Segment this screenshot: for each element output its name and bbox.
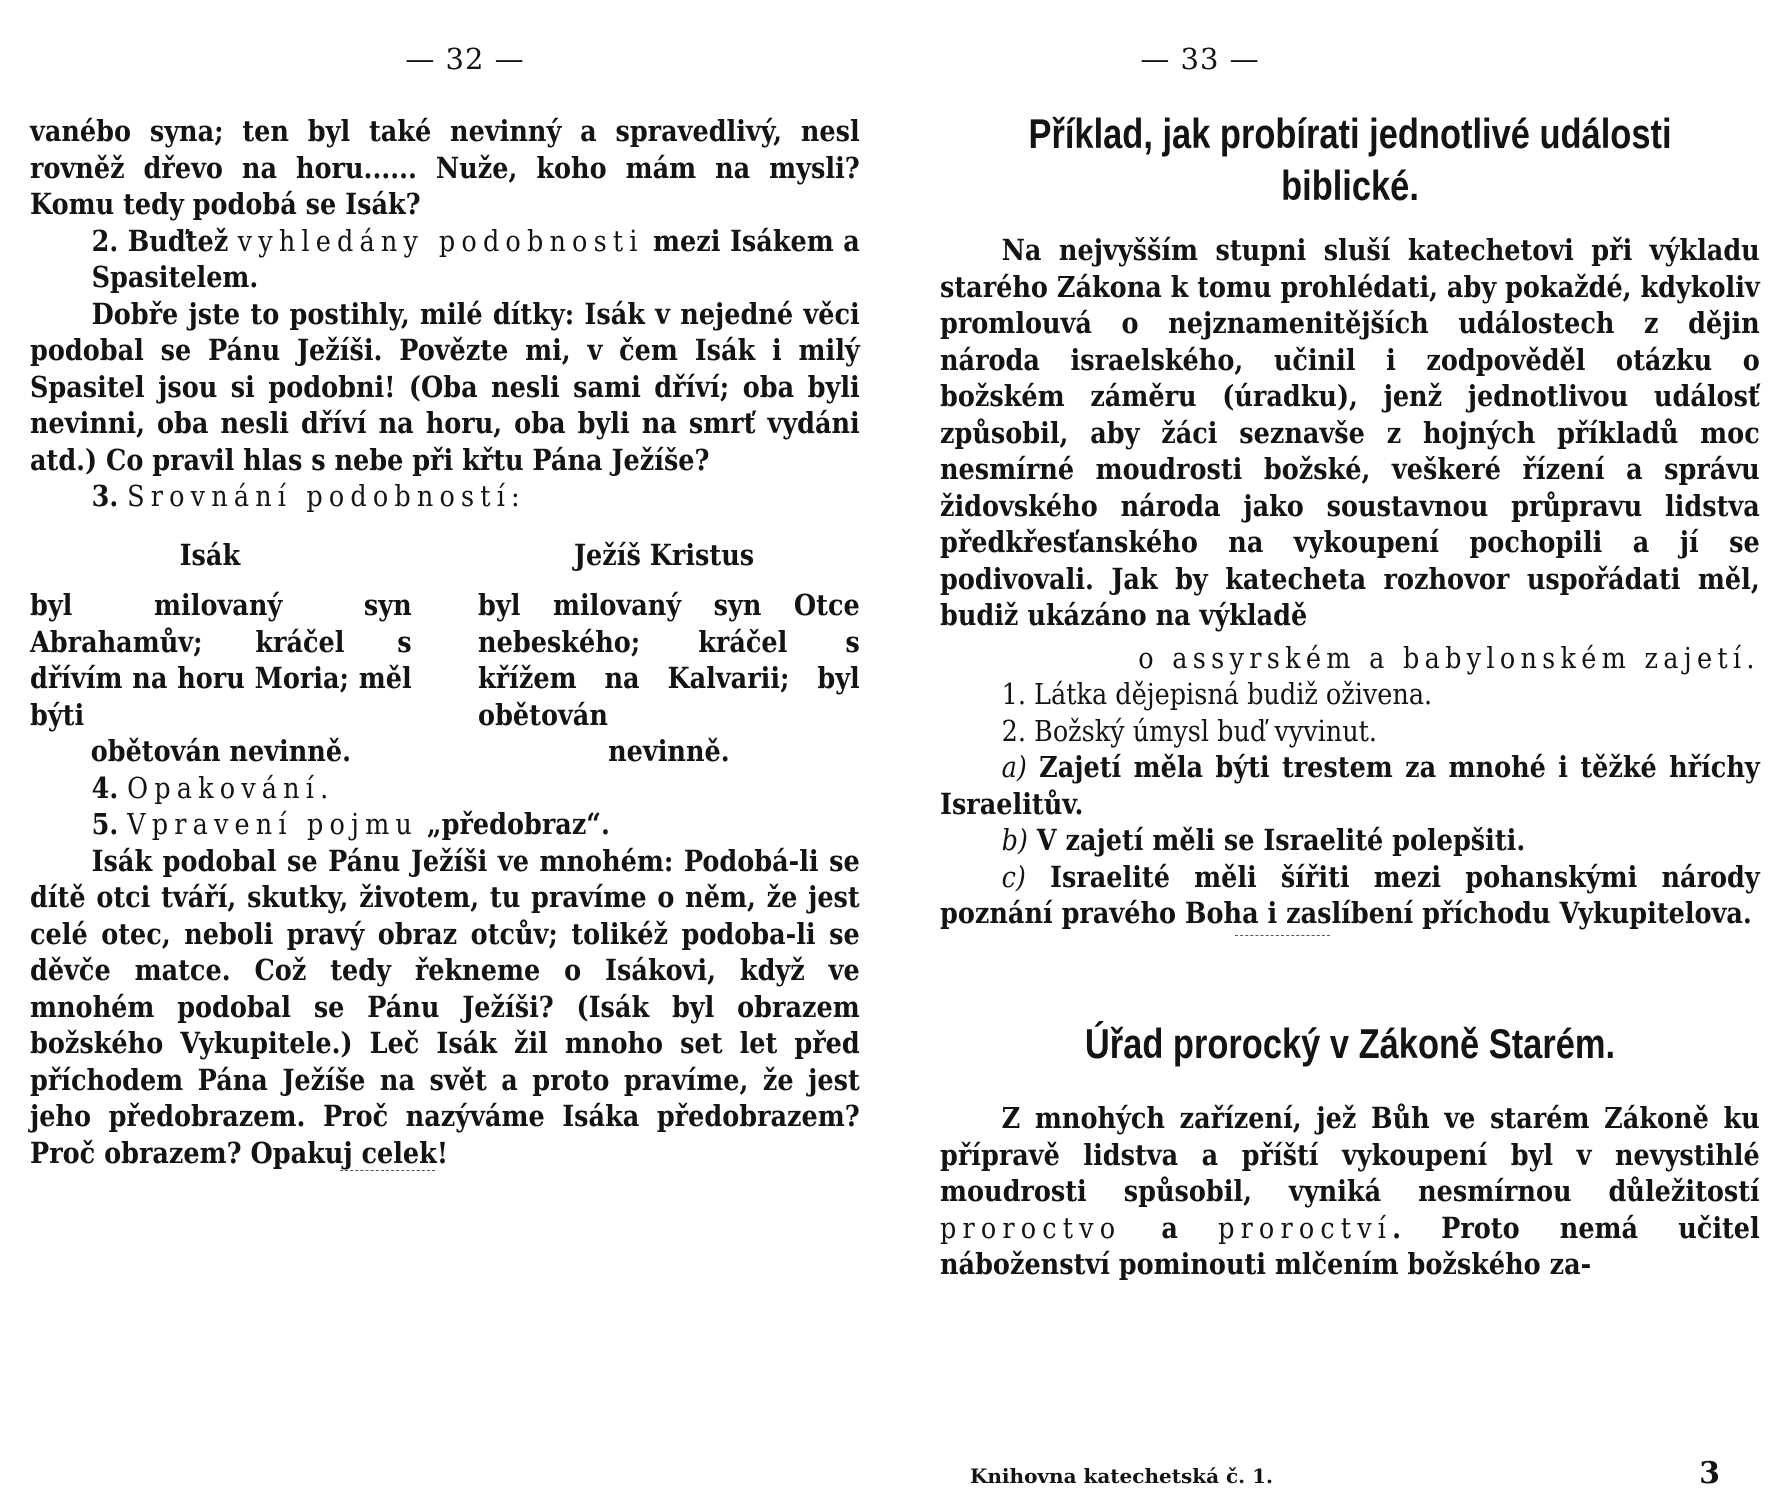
sub-item-b [940, 822, 1760, 859]
item-5-rest: „předobraz“. [418, 807, 610, 841]
left-page-body [30, 113, 860, 1171]
sub-item-c-label: c) [1001, 859, 1026, 894]
heading-example: Příklad, jak probírati jednotlivé události biblické. [1028, 110, 1672, 209]
comparison-left-column [30, 587, 412, 770]
paragraph-2 [940, 1100, 1760, 1283]
item-3 [30, 478, 860, 515]
right-page-body-2 [940, 1100, 1760, 1283]
spaced-line: o assyrském a babylonském zajetí. [1138, 640, 1760, 675]
item-5-spaced: Vpravení pojmu [127, 807, 419, 841]
paragraph-2: Dobře jste to postihly, milé dítky: Isák v nejedné věci podobal se Pánu Ježíši. Povězte mi, v čem Isák i milý Spasitel jsou si podobni! (Oba nesli sami dříví; oba byli nevinni, oba nesli dříví na horu, oba byli na smrť vydáni atd.) Co pravil hlas s nebe při křtu Pána Ježíše? [30, 296, 860, 477]
sub-item-a-text: Zajetí měla býti trestem za mnohé i těžké hříchy Israelitův. [940, 750, 1760, 821]
heading-prophetic-office: Úřad prorocký v Zákoně Starém. [1084, 1020, 1616, 1067]
right-page [940, 0, 1760, 1500]
right-page-body-1 [940, 232, 1760, 932]
item-3-spaced: Srovnání podobností: [127, 479, 526, 513]
comparison-right-heading: Ježíš Kristus [573, 537, 755, 572]
section-divider [1235, 935, 1330, 936]
item-5 [30, 806, 860, 843]
paragraph-2-end: . Proto nemá učitel náboženství pominouti mlčením božského za- [940, 1210, 1760, 1281]
sub-item-b-text: V zajetí měli se Israelité polepšiti. [1027, 823, 1526, 857]
item-4-spaced: Opakování. [127, 770, 335, 805]
item-3-number: 3. [91, 479, 128, 513]
paragraph-2-start: Z mnohých zařízení, jež Bůh ve starém Zákoně ku přípravě lidstva a příští vykoupení byl v nevystihlé moudrosti spůsobil, vyniká nesmírnou důležitostí [940, 1101, 1760, 1208]
item-2 [30, 223, 860, 296]
item-2-rest: mezi Isákem a Spasitelem. [91, 223, 860, 294]
item-5-number: 5. [91, 807, 128, 841]
comparison-columns [30, 587, 860, 770]
comparison-headings [30, 537, 860, 574]
list-item-2: 2. Božský úmysl buď vyvinut. [1001, 713, 1378, 748]
comparison-right-text: byl milovaný syn Otce nebeského; kráčel s křížem na Kalvarii; byl obětován [478, 588, 860, 732]
sub-item-c-text: Israelité měli šířiti mezi pohanskými národy poznání pravého Boha i zaslíbení příchodu Vykupitelova. [940, 859, 1760, 930]
footer-signature-mark: 3 [1699, 1456, 1720, 1491]
paragraph-2-spaced-1: proroctvo [940, 1210, 1122, 1245]
list-item-1: 1. Látka dějepisná budiž oživena. [1001, 677, 1433, 711]
paragraph-2-spaced-2: proroctví [1218, 1210, 1393, 1245]
comparison-left-text: byl milovaný syn Abrahamův; kráčel s dřívím na horu Moria; měl býti [30, 588, 412, 732]
comparison-left-heading: Isák [179, 537, 241, 572]
paragraph: vanébo syna; ten byl také nevinný a spravedlivý, nesl rovněž dřevo na horu...... Nuže, koho mám na mysli? Komu tedy podobá se Isák? [30, 114, 860, 221]
comparison-right-column [478, 587, 860, 770]
sub-item-a-label: a) [1001, 750, 1027, 784]
paragraph-1: Na nejvyšším stupni sluší katechetovi při výkladu starého Zákona k tomu prohlédati, aby pokaždé, kdykoliv promlouvá o nejznamenitějších událostech z dějin národa israelského, učinil i zodpověděl otázku o božském záměru (úradku), jenž jednotlivou událosť způsobil, aby žáci seznavše z hojných příkladů moc nesmírné moudrosti božské, veškeré řízení a správu židovského národa jako soustavnou průpravu lidstva předkřesťanského na vykoupení pochopili a jí se podivovali. Jak by katecheta rozhovor uspořádati měl, budiž ukázáno na výkladě [940, 233, 1760, 632]
page-number-right: — 33 — [1140, 42, 1260, 76]
left-page [30, 0, 860, 1500]
paragraph-final: Isák podobal se Pánu Ježíši ve mnohém: Podobá-li se dítě otci tváří, skutky, životem, tu pravíme o něm, že jest celé otec, neboli pravý obraz otcův; tolikéž podoba-li se děvče matce. Což tedy řekneme o Isákovi, když ve mnohém podobal se Pánu Ježíši? (Isák byl obrazem božského Vykupitele.) Leč Isák žil mnoho set let před příchodem Pána Ježíše na svět a proto pravíme, že jest jeho předobrazem. Proč nazýváme Isáka předobrazem? Proč obrazem? Opakuj celek! [30, 843, 860, 1170]
page-number-left: — 32 — [405, 42, 525, 76]
comparison-left-last: obětován nevinně. [90, 734, 351, 768]
sub-item-a [940, 749, 1760, 822]
section-divider [340, 1170, 435, 1171]
footer-text: Knihovna katechetská č. 1. [970, 1464, 1273, 1488]
item-2-number: 2. Buďtež [91, 223, 238, 258]
sub-item-c [940, 859, 1760, 932]
comparison-right-last: nevinně. [608, 734, 730, 768]
sub-item-b-label: b) [1001, 823, 1028, 857]
item-4-number: 4. [91, 770, 128, 805]
item-2-spaced: vyhledány podobnosti [237, 223, 644, 258]
page-footer [970, 1456, 1720, 1491]
item-4 [30, 770, 860, 807]
paragraph-2-mid: a [1121, 1210, 1219, 1245]
